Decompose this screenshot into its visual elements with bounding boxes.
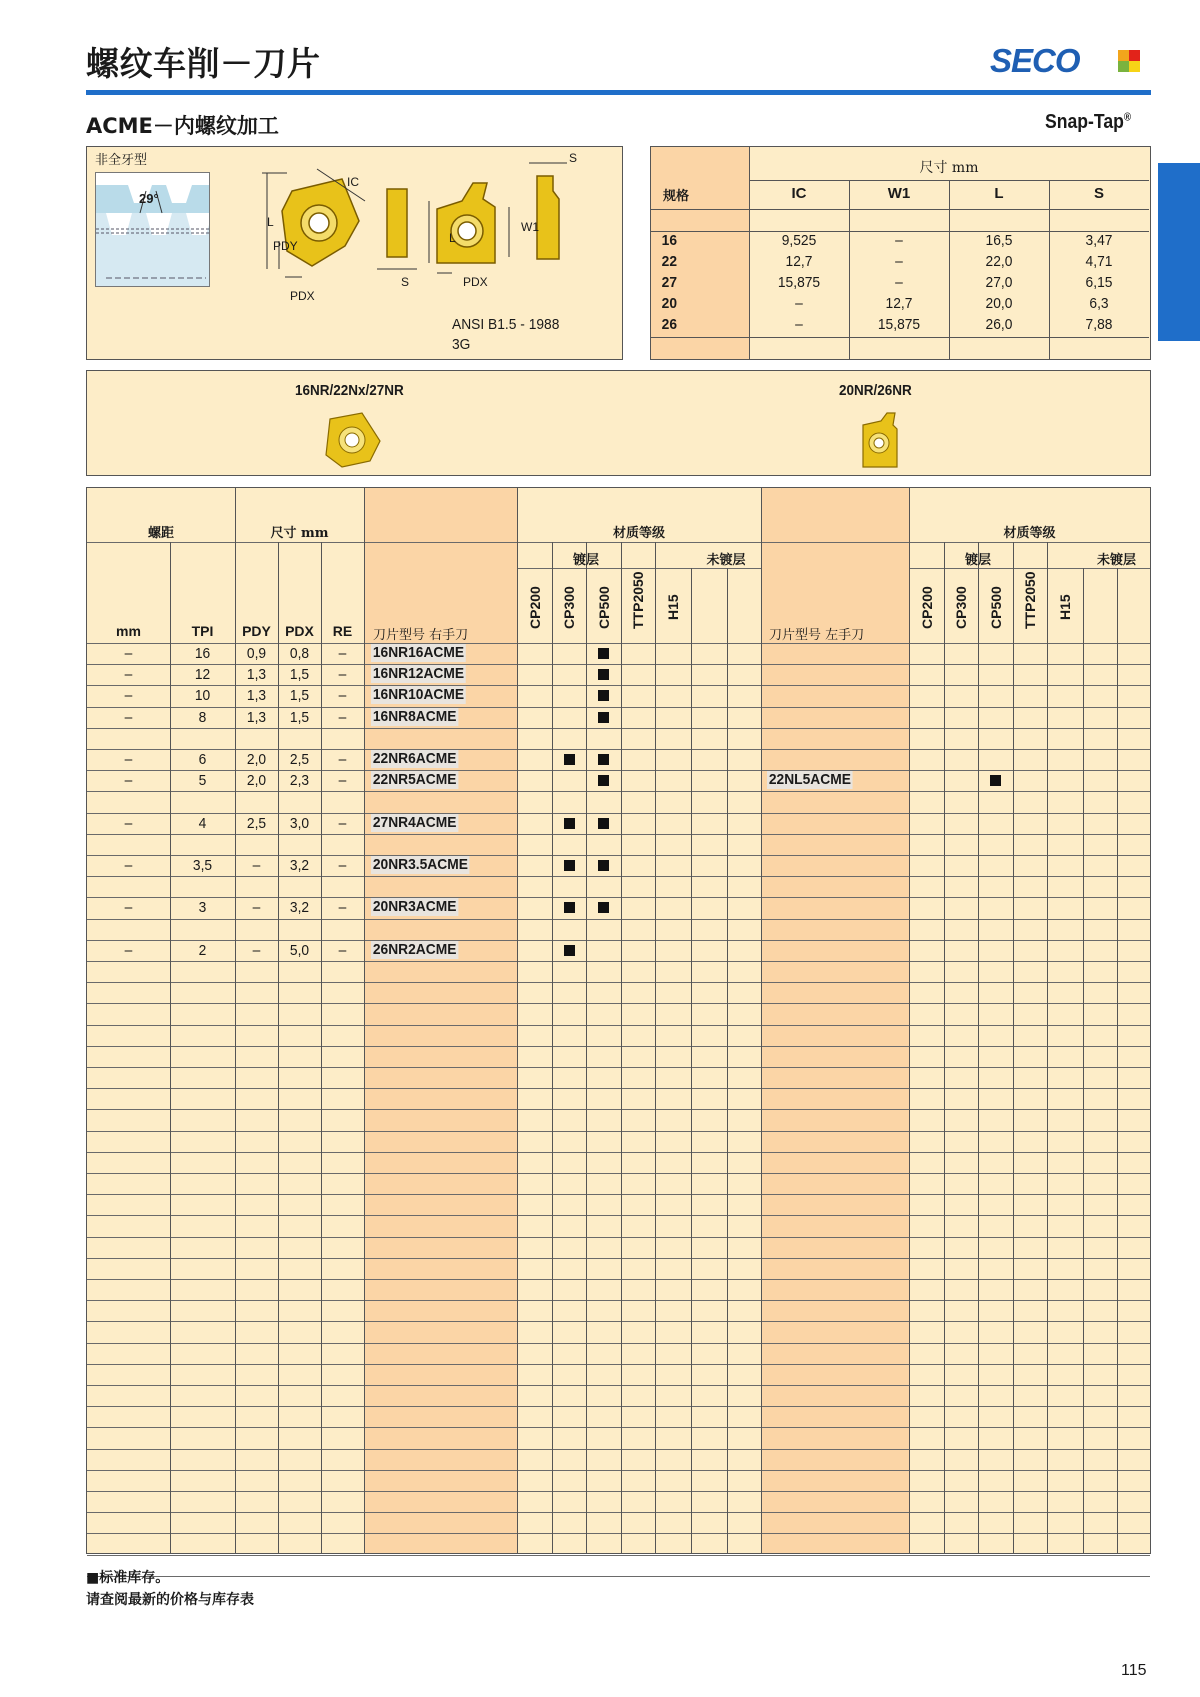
cell-re: –: [338, 857, 347, 874]
thread-angle-label: 29°: [139, 191, 159, 206]
stock-mark-icon: [598, 712, 609, 723]
cell-pdy: 0,9: [246, 645, 267, 662]
dim-row-size: 16: [661, 232, 678, 249]
grade-header-left: 材质等级: [1003, 526, 1056, 541]
right-hand-insert-code: 22NR6ACME: [372, 750, 457, 767]
cell-tpi: 3: [198, 899, 207, 917]
cell-pdy: –: [252, 899, 261, 917]
stock-mark-icon: [564, 902, 575, 913]
left-hand-insert-code: 22NL5ACME: [768, 771, 851, 789]
cell-pdx: 2,3: [289, 772, 310, 790]
dim-row-value: 7,88: [1085, 316, 1113, 333]
stock-mark-icon: [564, 818, 575, 829]
grade-header-right: 材质等级: [612, 526, 665, 541]
cell-pdx: 3,2: [289, 857, 310, 874]
right-hand-insert-code: 20NR3ACME: [372, 898, 457, 916]
dim-row-value: 20,0: [985, 295, 1013, 312]
col-pdx-header: PDX: [285, 623, 314, 639]
insert-group-label-left: 16NR/22Nx/27NR: [295, 382, 404, 399]
uncoated-header-right: 未镀层: [706, 553, 746, 568]
dim-s-label: S: [401, 275, 410, 289]
dim-ic-label: IC: [347, 175, 359, 189]
dimension-table: [650, 146, 1151, 360]
cell-re: –: [338, 899, 347, 917]
cell-mm: –: [124, 941, 133, 959]
chapter-tab: [1158, 163, 1200, 341]
cell-tpi: 3,5: [192, 857, 213, 874]
cell-pdy: –: [252, 857, 261, 874]
right-hand-insert-code: 16NR10ACME: [372, 686, 465, 704]
cell-re: –: [338, 772, 347, 790]
stock-mark-icon: [990, 775, 1001, 786]
cell-tpi: 16: [194, 645, 211, 662]
coated-header-left: 镀层: [964, 553, 991, 568]
standard-label: [452, 315, 559, 355]
stock-mark-icon: [564, 754, 575, 765]
cell-pdy: 2,5: [246, 814, 267, 832]
cell-mm: –: [124, 772, 133, 790]
cell-mm: –: [124, 751, 133, 768]
cell-pdx: 2,5: [289, 751, 310, 768]
header-rule: [86, 90, 1151, 95]
insert-diagram-panel: [86, 146, 623, 360]
profile-type-label: 非全牙型: [95, 153, 148, 168]
col-s-header: S: [1093, 185, 1104, 202]
cell-mm: –: [124, 899, 133, 917]
dim-row-value: –: [895, 274, 903, 291]
grade-cp200-left: CP200: [919, 586, 935, 629]
grade-cp500-right: CP500: [596, 586, 612, 629]
cell-re: –: [338, 645, 347, 662]
col-w1-header: W1: [887, 185, 911, 202]
cell-pdx: 3,0: [289, 814, 310, 832]
cell-pdy: 1,3: [246, 708, 267, 726]
dim-pdy-label: PDY: [273, 239, 298, 253]
uncoated-header-left: 未镀层: [1096, 553, 1136, 568]
cell-tpi: 6: [198, 751, 207, 768]
logo-text: SECO: [990, 42, 1080, 79]
cell-pdy: 2,0: [246, 751, 267, 768]
dim-row-value: 6,15: [1085, 274, 1113, 291]
dim-row-value: –: [795, 316, 803, 333]
dim-row-value: 15,875: [777, 274, 821, 291]
cell-re: –: [338, 708, 347, 726]
dim-pdx-label: PDX: [290, 289, 315, 303]
dim-row-value: 27,0: [985, 274, 1013, 291]
size-header: 规格: [663, 189, 690, 204]
grade-h15-left: H15: [1057, 594, 1073, 620]
right-hand-insert-code: 26NR2ACME: [372, 940, 457, 958]
grade-cp300-left: CP300: [953, 586, 969, 629]
cell-tpi: 5: [198, 772, 207, 790]
logo-mark-icon: [1118, 50, 1140, 72]
dims-header: 尺寸 mm: [270, 526, 329, 541]
grade-ttp2050-right: TTP2050: [630, 571, 646, 629]
dim-l-label: L: [267, 215, 274, 229]
dim-row-value: 12,7: [885, 295, 913, 312]
dim-row-size: 22: [661, 253, 678, 270]
grade-ttp2050-left: TTP2050: [1022, 571, 1038, 629]
laydown-insert-image: [859, 411, 901, 471]
insert-group-label-right: 20NR/26NR: [839, 382, 912, 399]
page-title: 螺纹车削－刀片: [86, 44, 321, 83]
right-hand-insert-code: 16NR12ACME: [372, 665, 465, 683]
dim-row-value: 15,875: [877, 316, 921, 333]
cell-mm: –: [124, 814, 133, 832]
stock-mark-icon: [598, 669, 609, 680]
cell-pdx: 5,0: [289, 941, 310, 959]
col-ic-header: IC: [791, 185, 807, 202]
stock-mark-icon: [564, 945, 575, 956]
pitch-header: 螺距: [147, 526, 174, 541]
standard-line-1: ANSI B1.5 - 1988: [452, 316, 560, 333]
cell-pdy: 2,0: [246, 772, 267, 790]
coated-header-right: 镀层: [572, 553, 599, 568]
standard-line-2: 3G: [452, 336, 471, 353]
footnote-price-list: 请查阅最新的价格与库存表: [86, 1592, 254, 1608]
dimensions-group-header: 尺寸 mm: [919, 160, 979, 176]
stock-mark-icon: [598, 818, 609, 829]
dim-row-value: –: [895, 232, 903, 249]
cell-pdx: 1,5: [289, 666, 310, 684]
dim-row-value: 6,3: [1089, 295, 1109, 312]
cell-pdx: 0,8: [289, 645, 310, 662]
cell-re: –: [338, 814, 347, 832]
cell-re: –: [338, 666, 347, 684]
col-tpi-header: TPI: [191, 623, 214, 639]
cell-pdy: 1,3: [246, 687, 267, 705]
cell-tpi: 8: [198, 708, 207, 726]
col-mm-header: mm: [116, 623, 141, 639]
cell-pdy: 1,3: [246, 666, 267, 684]
footnote-stock: ■标准库存。: [86, 1570, 170, 1586]
cell-tpi: 12: [194, 666, 211, 684]
insert-images-panel: [86, 370, 1151, 476]
cell-tpi: 2: [198, 941, 207, 959]
footnote: [86, 1567, 254, 1611]
dim-row-value: 9,525: [781, 232, 817, 249]
dim-row-size: 26: [661, 316, 678, 333]
stock-mark-icon: [598, 775, 609, 786]
triangular-insert-image: [322, 411, 384, 469]
section-subtitle: ACME－内螺纹加工: [86, 114, 279, 138]
right-hand-insert-code: 20NR3.5ACME: [372, 856, 468, 873]
grade-h15-right: H15: [665, 594, 681, 620]
dim-row-value: –: [795, 295, 803, 312]
dim-row-value: 12,7: [785, 253, 813, 270]
dim-row-size: 20: [661, 295, 678, 312]
page-number: 115: [1121, 1662, 1147, 1679]
stock-mark-icon: [598, 860, 609, 871]
stock-mark-icon: [564, 860, 575, 871]
dim-row-value: 26,0: [985, 316, 1013, 333]
dim-w1-label: W1: [521, 220, 539, 234]
dim-row-size: 27: [661, 274, 678, 291]
right-hand-insert-code: 22NR5ACME: [372, 771, 457, 789]
stock-mark-icon: [598, 754, 609, 765]
cell-mm: –: [124, 857, 133, 874]
grade-cp300-right: CP300: [561, 586, 577, 629]
grade-cp200-right: CP200: [527, 586, 543, 629]
cell-pdx: 1,5: [289, 687, 310, 705]
grade-cp500-left: CP500: [988, 586, 1004, 629]
left-code-column-shade: [761, 488, 909, 1553]
brand-label: [1045, 111, 1131, 134]
insert-grade-table: [86, 487, 1151, 1554]
right-hand-insert-code: 16NR16ACME: [372, 644, 465, 661]
dim-row-value: 16,5: [985, 232, 1013, 249]
cell-re: –: [338, 687, 347, 705]
right-code-header: 刀片型号 右手刀: [373, 628, 469, 643]
dim-row-value: 22,0: [985, 253, 1013, 270]
registered-mark: ®: [1123, 111, 1132, 124]
stock-mark-icon: [598, 648, 609, 659]
cell-pdx: 1,5: [289, 708, 310, 726]
brand-name: Snap-Tap: [1045, 111, 1124, 133]
cell-tpi: 4: [198, 814, 207, 832]
dim-s2-label: S: [569, 151, 578, 165]
dim-row-value: –: [895, 253, 903, 270]
cell-mm: –: [124, 708, 133, 726]
col-pdy-header: PDY: [242, 623, 271, 639]
dim-l2-label: L: [449, 231, 456, 245]
cell-re: –: [338, 941, 347, 959]
right-hand-insert-code: 16NR8ACME: [372, 707, 457, 725]
cell-re: –: [338, 751, 347, 768]
cell-mm: –: [124, 645, 133, 662]
cell-pdx: 3,2: [289, 899, 310, 917]
col-re-header: RE: [332, 623, 353, 639]
cell-mm: –: [124, 666, 133, 684]
cell-mm: –: [124, 687, 133, 705]
dim-row-value: 3,47: [1085, 232, 1113, 249]
seco-logo: [990, 44, 1150, 80]
dim-row-value: 4,71: [1085, 253, 1113, 270]
stock-mark-icon: [598, 902, 609, 913]
right-hand-insert-code: 27NR4ACME: [372, 813, 457, 831]
col-l-header: L: [994, 185, 1004, 202]
dim-pdx2-label: PDX: [463, 275, 488, 289]
stock-mark-icon: [598, 690, 609, 701]
cell-pdy: –: [252, 941, 261, 959]
left-code-header: 刀片型号 左手刀: [769, 628, 865, 643]
cell-tpi: 10: [194, 687, 211, 705]
thread-profile-diagram: [95, 172, 210, 287]
